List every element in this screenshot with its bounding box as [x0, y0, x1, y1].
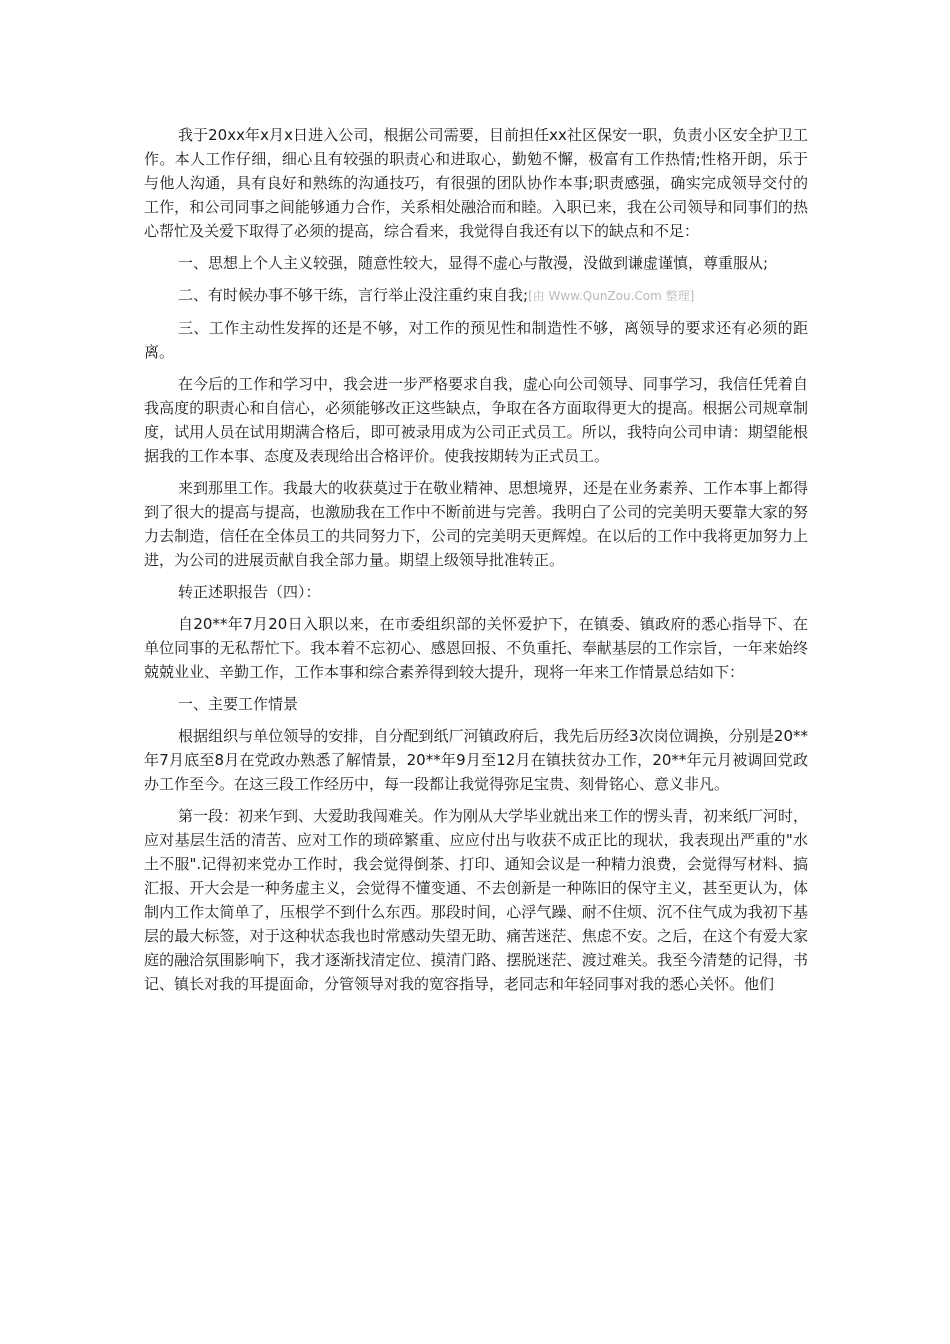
paragraph-stage-one: 第一段：初来乍到、大爱助我闯难关。作为刚从大学毕业就出来工作的愣头青，初来纸厂河时，应对基层生活的清苦、应对工作的琐碎繁重、应应付出与收获不成正比的现状，我表现出严重的"水土不服".记得初来党办工作时，我会觉得倒茶、打印、通知会议是一种精力浪费，会觉得写材料、搞汇报、开大会是一种务虚主义，会觉得不懂变通、不去创新是一种陈旧的保守主义，甚至更认为，体制内工作太简单了，压根学不到什么东西。那段时间，心浮气躁、耐不住烦、沉不住气成为我初下基层的最大标签，对于这种状态我也时常感动失望无助、痛苦迷茫、焦虑不安。之后，在这个有爱大家庭的融洽氛围影响下，我才逐渐找清定位、摸清门路、摆脱迷茫、渡过难关。我至今清楚的记得，书记、镇长对我的耳提面命，分管领导对我的宽容指导，老同志和年轻同事对我的悉心关怀。他们: [144, 807, 809, 993]
paragraph-point-2: [144, 283, 808, 308]
section-heading-report-4: 转正述职报告（四）：: [178, 583, 321, 601]
paragraph-job-history: 根据组织与单位领导的安排，自分配到纸厂河镇政府后，我先后历经3次岗位调换，分别是20**年7月底至8月在党政办熟悉了解情景，20**年9月至12月在镇扶贫办工作，20**年元月被调回党政办工作至今。在这三段工作经历中，每一段都让我觉得弥足宝贵、刻骨铭心、意义非凡。: [144, 727, 808, 793]
paragraph-gains: 来到那里工作。我最大的收获莫过于在敬业精神、思想境界，还是在业务素养、工作本事上都得到了很大的提高与提高，也激励我在工作中不断前进与完善。我明白了公司的完美明天要靠大家的努力去制造，信任在全体员工的共同努力下，公司的完美明天更辉煌。在以后的工作中我将更加努力上进，为公司的进展贡献自我全部力量。期望上级领导批准转正。: [144, 479, 809, 569]
paragraph-future-plan: 在今后的工作和学习中，我会进一步严格要求自我，虚心向公司领导、同事学习，我信任凭着自我高度的职责心和自信心，必须能够改正这些缺点，争取在各方面取得更大的提高。根据公司规章制度，试用人员在试用期满合格后，即可被录用成为公司正式员工。所以，我特向公司申请：期望能根据我的工作本事、态度及表现给出合格评价。使我按期转为正式员工。: [144, 375, 809, 465]
paragraph-point-1: 一、思想上个人主义较强，随意性较大，显得不虚心与散漫，没做到谦虚谨慎，尊重服从;: [178, 254, 769, 272]
paragraph-intro: 我于20xx年x月x日进入公司，根据公司需要，目前担任xx社区保安一职，负责小区安全护卫工作。本人工作仔细，细心且有较强的职责心和进取心，勤勉不懈，极富有工作热情;性格开朗，乐于与他人沟通，具有良好和熟练的沟通技巧，有很强的团队协作本事;职责感强，确实完成领导交付的工作，和公司同事之间能够通力合作，关系相处融洽而和睦。入职已来，我在公司领导和同事们的热心帮忙及关爱下取得了必须的提高，综合看来，我觉得自我还有以下的缺点和不足：: [144, 126, 808, 240]
paragraph-report-intro: 自20**年7月20日入职以来，在市委组织部的关怀爱护下，在镇委、镇政府的悉心指导下、在单位同事的无私帮忙下。我本着不忘初心、感恩回报、不负重托、奉献基层的工作宗旨，一年来始终兢兢业业、辛勤工作，工作本事和综合素养得到较大提升，现将一年来工作情景总结如下：: [144, 615, 808, 681]
subheading-main-work: 一、主要工作情景: [178, 695, 299, 713]
document-body: [144, 123, 808, 1004]
source-watermark: [由 Www.QunZou.Com 整理]: [528, 289, 695, 303]
paragraph-point-2-text: 二、有时候办事不够干练，言行举止没注重约束自我;: [178, 286, 529, 304]
paragraph-point-3: 三、工作主动性发挥的还是不够，对工作的预见性和制造性不够，离领导的要求还有必须的距离。: [144, 319, 808, 361]
